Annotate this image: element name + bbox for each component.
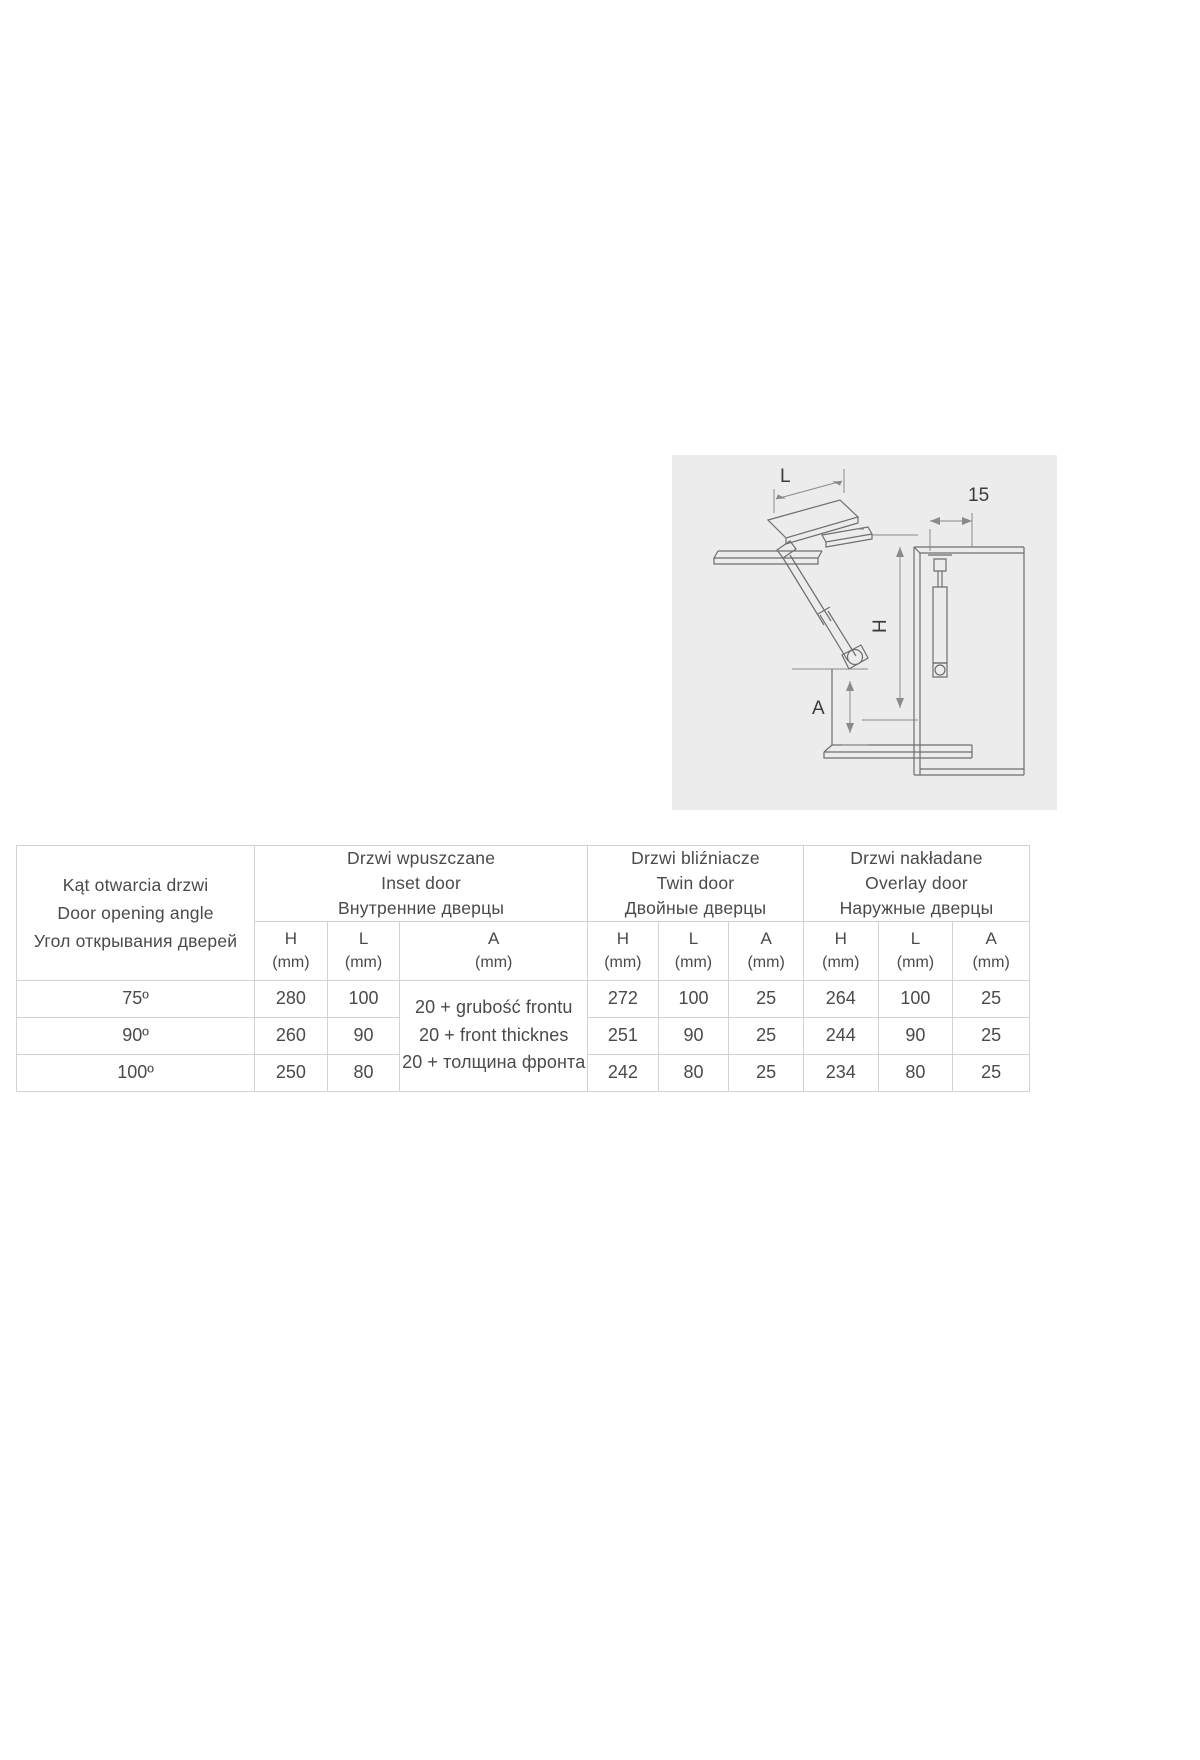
cell-overlay-h: 264: [803, 980, 878, 1017]
diagram-label-depth: 15: [968, 485, 990, 506]
cell-overlay-h: 244: [803, 1017, 878, 1054]
group-overlay-en: Overlay door: [865, 872, 968, 893]
header-door-opening-angle: [17, 846, 255, 981]
subheader-inset-h: [255, 921, 328, 980]
cell-angle: 90º: [17, 1017, 255, 1054]
cell-inset-l: 90: [327, 1017, 400, 1054]
group-twin-ru: Двойные дверцы: [624, 897, 767, 918]
cell-inset-a-merged: [400, 980, 588, 1091]
merged-a-en: 20 + front thicknes: [418, 1024, 569, 1045]
subheader-letter: L: [358, 928, 369, 948]
cell-overlay-a: 25: [953, 1054, 1030, 1091]
cell-twin-l: 100: [658, 980, 729, 1017]
cell-twin-a: 25: [729, 980, 804, 1017]
table-row: [17, 980, 1030, 1017]
cell-inset-l: 80: [327, 1054, 400, 1091]
diagram-label-h: H: [870, 619, 891, 633]
door-opening-angle-table: [16, 845, 1030, 1092]
header-group-twin-door: [588, 846, 804, 922]
subheader-twin-h: [588, 921, 659, 980]
subheader-unit: (mm): [896, 954, 935, 972]
table-group-header-row: [17, 846, 1030, 922]
header-group-inset-door: [255, 846, 588, 922]
subheader-twin-l: [658, 921, 729, 980]
group-overlay-ru: Наружные дверцы: [839, 897, 994, 918]
subheader-letter: L: [910, 928, 921, 948]
cell-twin-h: 242: [588, 1054, 659, 1091]
subheader-overlay-a: [953, 921, 1030, 980]
cell-inset-h: 250: [255, 1054, 328, 1091]
diagram-label-l: L: [780, 466, 791, 487]
subheader-twin-a: [729, 921, 804, 980]
subheader-letter: A: [760, 928, 772, 948]
cell-overlay-l: 80: [878, 1054, 953, 1091]
cell-twin-h: 272: [588, 980, 659, 1017]
header-group-overlay-door: [803, 846, 1029, 922]
subheader-letter: H: [616, 928, 629, 948]
subheader-unit: (mm): [344, 954, 383, 972]
subheader-unit: (mm): [475, 954, 513, 972]
merged-a-ru: 20 + толщина фронта: [402, 1052, 586, 1073]
technical-diagram-panel: [672, 455, 1057, 810]
merged-a-pl: 20 + grubość frontu: [414, 996, 573, 1017]
subheader-letter: A: [488, 928, 500, 948]
cell-inset-h: 280: [255, 980, 328, 1017]
group-overlay-pl: Drzwi nakładane: [850, 848, 983, 868]
group-inset-en: Inset door: [381, 872, 461, 893]
subheader-letter: A: [985, 928, 997, 948]
subheader-inset-a: [400, 921, 588, 980]
subheader-letter: H: [834, 928, 847, 948]
subheader-unit: (mm): [822, 954, 860, 972]
subheader-overlay-h: [803, 921, 878, 980]
group-inset-ru: Внутренние дверцы: [338, 897, 505, 918]
cell-overlay-h: 234: [803, 1054, 878, 1091]
cell-inset-l: 100: [327, 980, 400, 1017]
diagram-label-a: A: [812, 698, 825, 719]
cell-twin-l: 90: [658, 1017, 729, 1054]
group-twin-pl: Drzwi bliźniacze: [631, 848, 760, 868]
cell-angle: 100º: [17, 1054, 255, 1091]
angle-header-ru: Угол открывания дверей: [33, 930, 238, 951]
subheader-unit: (mm): [674, 954, 713, 972]
subheader-overlay-l: [878, 921, 953, 980]
cell-twin-h: 251: [588, 1017, 659, 1054]
cell-angle: 75º: [17, 980, 255, 1017]
angle-header-pl: Kąt otwarcia drzwi: [62, 874, 209, 895]
group-twin-en: Twin door: [656, 872, 735, 893]
cell-overlay-a: 25: [953, 980, 1030, 1017]
subheader-unit: (mm): [272, 954, 310, 972]
subheader-unit: (mm): [972, 954, 1010, 972]
cell-twin-a: 25: [729, 1054, 804, 1091]
cell-twin-l: 80: [658, 1054, 729, 1091]
group-inset-pl: Drzwi wpuszczane: [347, 848, 496, 868]
cell-twin-a: 25: [729, 1017, 804, 1054]
cell-overlay-a: 25: [953, 1017, 1030, 1054]
cell-overlay-l: 90: [878, 1017, 953, 1054]
subheader-inset-l: [327, 921, 400, 980]
angle-header-en: Door opening angle: [57, 902, 214, 923]
cell-overlay-l: 100: [878, 980, 953, 1017]
subheader-unit: (mm): [747, 954, 785, 972]
gas-strut-diagram: [672, 455, 1057, 810]
subheader-letter: H: [284, 928, 298, 948]
subheader-letter: L: [688, 928, 699, 948]
cell-inset-h: 260: [255, 1017, 328, 1054]
subheader-unit: (mm): [604, 954, 642, 972]
